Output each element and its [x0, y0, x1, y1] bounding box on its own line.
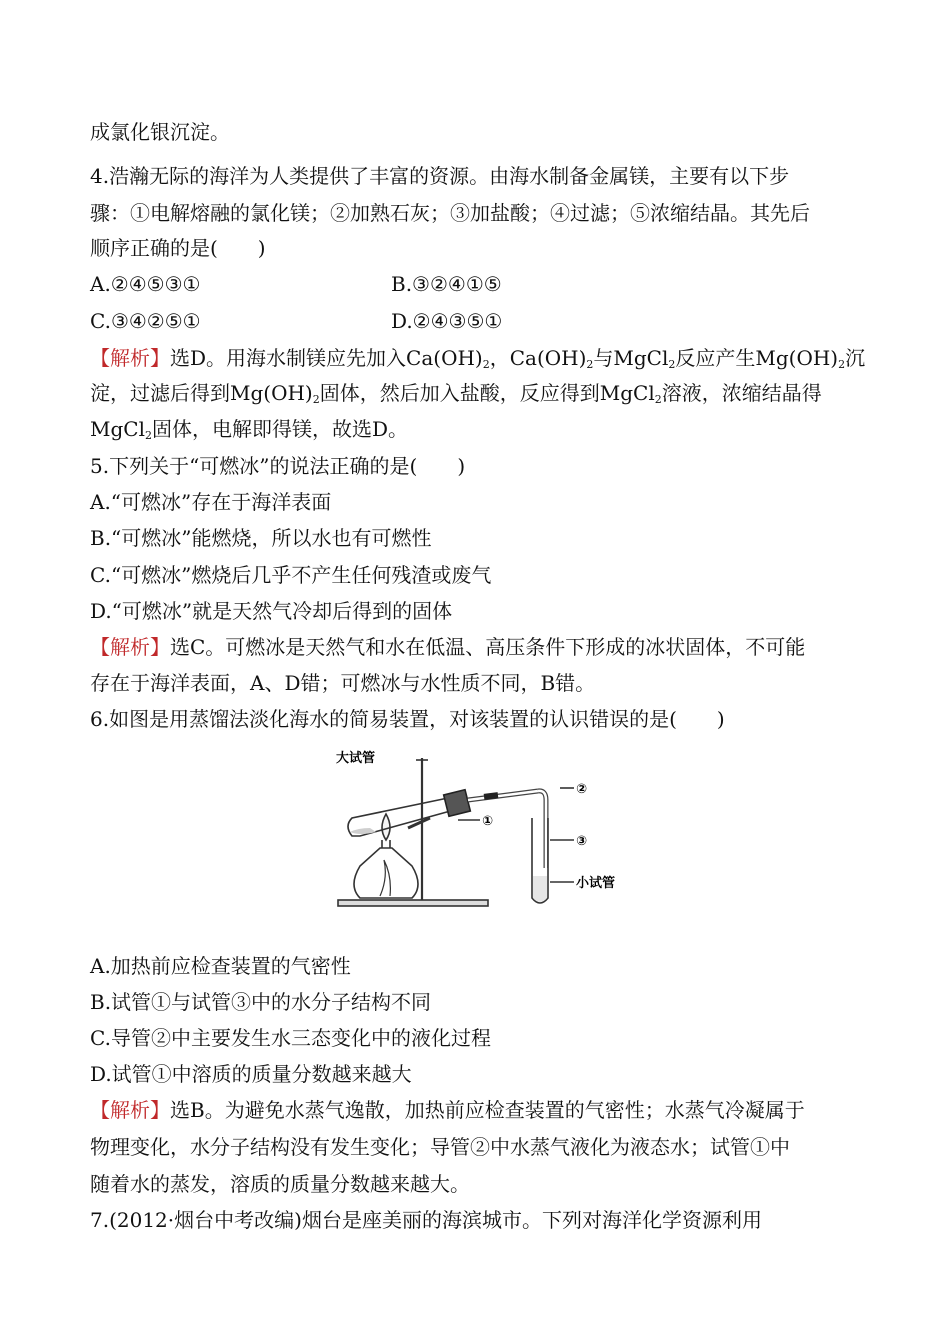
- question-5-option-b: B.“可燃冰”能燃烧，所以水也有可燃性: [90, 526, 432, 550]
- label-1: ①: [482, 814, 494, 829]
- question-4-stem: 4.浩瀚无际的海洋为人类提供了丰富的资源。由海水制备金属镁，主要有以下步: [90, 164, 790, 188]
- question-6-stem: 6.如图是用蒸馏法淡化海水的简易装置，对该装置的认识错误的是( ): [90, 707, 725, 731]
- question-6-option-d: D.试管①中溶质的质量分数越来越大: [90, 1062, 412, 1086]
- answer-4-explanation: 【解析】选D。用海水制镁应先加入$Ca(OH)_2$，$Ca(OH)_2$与MgCl$_2$反应产生$Mg(OH)_2$沉: [90, 346, 866, 371]
- question-5-option-a: A.“可燃冰”存在于海洋表面: [90, 490, 332, 514]
- answer-6-explanation: 随着水的蒸发，溶质的质量分数越来越大。: [90, 1172, 470, 1196]
- jiexi-label: 【解析】: [90, 1098, 170, 1122]
- question-4-option-a: A.②④⑤③①: [90, 272, 201, 296]
- wick: [380, 860, 390, 896]
- question-6-option-b: B.试管①与试管③中的水分子结构不同: [90, 990, 432, 1014]
- distillation-diagram: [330, 748, 630, 913]
- stand-base: [338, 900, 488, 906]
- question-6-option-a: A.加热前应检查装置的气密性: [90, 954, 351, 978]
- flame: [382, 814, 390, 840]
- distillation-apparatus-figure: [330, 748, 630, 913]
- question-4-stem: 顺序正确的是( ): [90, 236, 266, 260]
- question-4-option-b: B.③②④①⑤: [391, 272, 502, 296]
- question-5-option-d: D.“可燃冰”就是天然气冷却后得到的固体: [90, 599, 453, 623]
- jiexi-label: 【解析】: [90, 346, 170, 370]
- question-4-option-d: D.②④③⑤①: [391, 309, 503, 333]
- label-2: ②: [576, 782, 588, 797]
- question-4-option-c: C.③④②⑤①: [90, 309, 201, 333]
- answer-5-explanation: 【解析】选C。可燃冰是天然气和水在低温、高压条件下形成的冰状固体，不可能: [90, 635, 806, 659]
- jiexi-label: 【解析】: [90, 635, 170, 659]
- answer-6-explanation: 物理变化，水分子结构没有发生变化；导管②中水蒸气液化为液态水；试管①中: [90, 1135, 790, 1159]
- answer-5-explanation: 存在于海洋表面，A、D错；可燃冰与水性质不同，B错。: [90, 671, 596, 695]
- label-small-tube: 小试管: [576, 876, 616, 891]
- question-5-stem: 5.下列关于“可燃冰”的说法正确的是( ): [90, 454, 466, 478]
- stopper: [444, 790, 471, 817]
- alcohol-lamp: [354, 848, 418, 898]
- label-big-tube: 大试管: [336, 751, 376, 766]
- question-6-option-c: C.导管②中主要发生水三态变化中的液化过程: [90, 1026, 491, 1050]
- answer-4-explanation: 淀，过滤后得到$Mg(OH)_2$固体，然后加入盐酸，反应得到MgCl$_2$溶液，浓缩结晶得: [90, 381, 822, 406]
- question-5-option-c: C.“可燃冰”燃烧后几乎不产生任何残渣或废气: [90, 563, 492, 587]
- label-3: ③: [576, 834, 588, 849]
- question-4-stem: 骤：①电解熔融的氯化镁；②加熟石灰；③加盐酸；④过滤；⑤浓缩结晶。其先后: [90, 201, 810, 225]
- question-7-stem: 7.(2012·烟台中考改编)烟台是座美丽的海滨城市。下列对海洋化学资源利用: [90, 1208, 762, 1232]
- text-line: 成氯化银沉淀。: [90, 120, 230, 144]
- answer-6-explanation: 【解析】选B。为避免水蒸气逸散，加热前应检查装置的气密性；水蒸气冷凝属于: [90, 1098, 805, 1122]
- answer-4-explanation: MgCl$_2$固体，电解即得镁，故选D。: [90, 417, 409, 442]
